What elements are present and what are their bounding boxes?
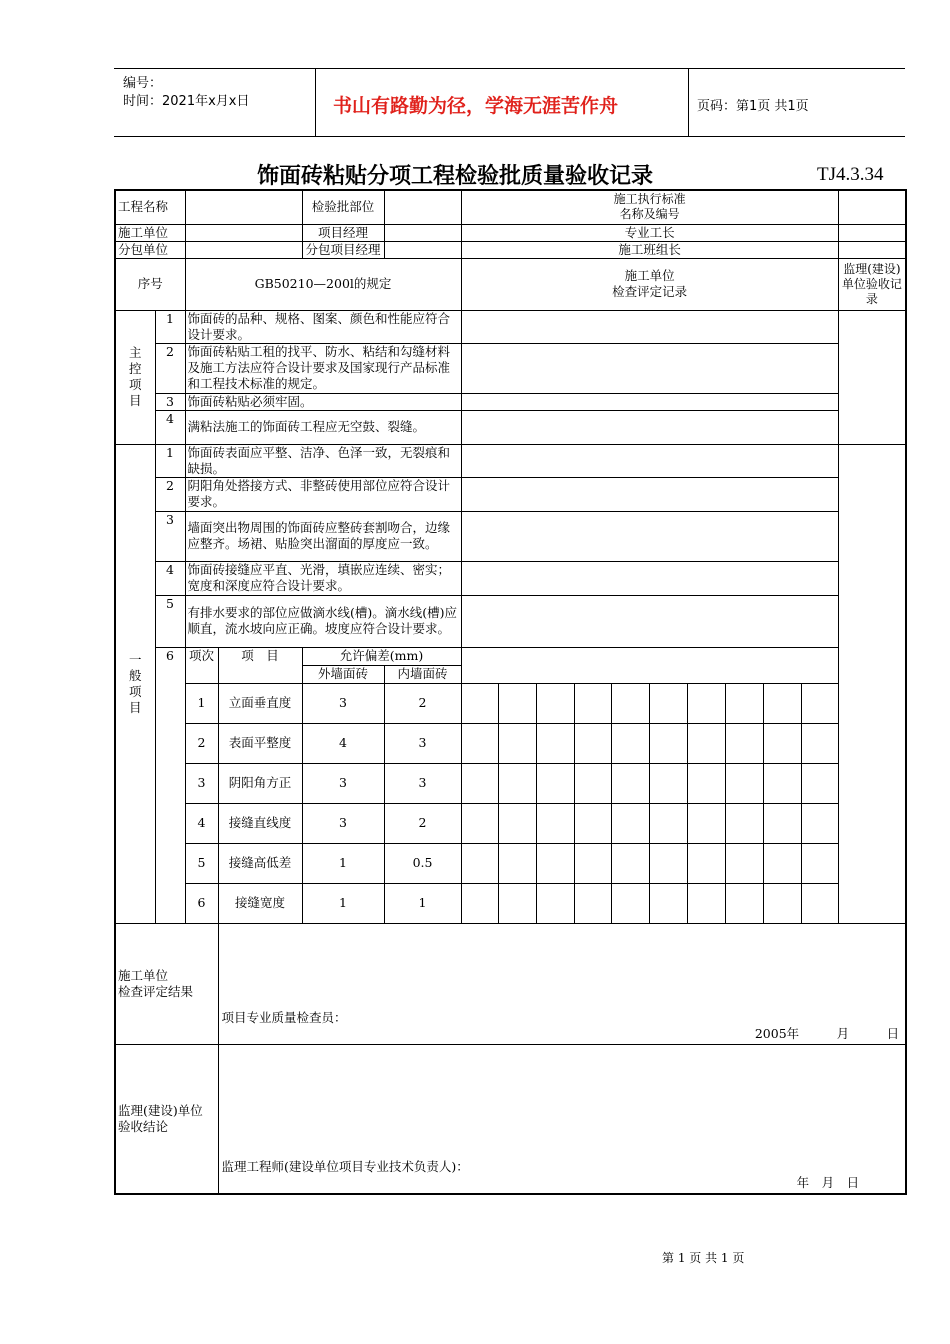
general-item-5-no: 5 — [155, 595, 185, 647]
tol-row-outer: 1 — [302, 843, 384, 883]
measure-cell[interactable] — [498, 763, 536, 803]
tol-inner-header: 内墙面砖 — [384, 665, 461, 683]
measure-cell[interactable] — [763, 723, 801, 763]
tol-row-inner: 2 — [384, 683, 461, 723]
measure-cell[interactable] — [536, 723, 574, 763]
measure-cell[interactable] — [763, 803, 801, 843]
measure-cell[interactable] — [725, 723, 763, 763]
tol-item-header: 项 目 — [218, 647, 302, 683]
measure-cell[interactable] — [611, 683, 649, 723]
document-code: TJ4.3.34 — [817, 164, 884, 185]
inspector-label: 项目专业质量检查员： — [221, 1009, 347, 1025]
measure-cell[interactable] — [611, 763, 649, 803]
measure-cell[interactable] — [536, 883, 574, 923]
measure-cell[interactable] — [536, 803, 574, 843]
tol-header-record[interactable] — [461, 647, 838, 683]
main-item-3-record[interactable] — [461, 393, 838, 410]
main-item-2-no: 2 — [155, 343, 185, 393]
tol-row-idx: 6 — [185, 883, 218, 923]
unit-result-label: 施工单位 检查评定结果 — [115, 923, 218, 1044]
measure-cell[interactable] — [801, 683, 838, 723]
sub-manager-label: 分包项目经理 — [302, 241, 384, 258]
measure-cell[interactable] — [687, 723, 725, 763]
tol-row-idx: 5 — [185, 843, 218, 883]
measure-cell[interactable] — [536, 683, 574, 723]
measure-cell[interactable] — [461, 763, 498, 803]
unit-result-area[interactable] — [218, 923, 906, 1044]
measure-cell[interactable] — [536, 763, 574, 803]
measure-cell[interactable] — [536, 843, 574, 883]
tol-row-item: 表面平整度 — [218, 723, 302, 763]
unit-result-date: 2005年 月 日 — [754, 1025, 900, 1041]
supervisor-result-date: 年 月 日 — [796, 1175, 860, 1190]
measure-cell[interactable] — [498, 723, 536, 763]
tol-row-outer: 4 — [302, 723, 384, 763]
general-item-4-record[interactable] — [461, 561, 838, 595]
sub-manager-value[interactable] — [384, 241, 461, 258]
tolerance-row — [115, 803, 906, 843]
measure-cell[interactable] — [801, 763, 838, 803]
construction-unit-value[interactable] — [185, 224, 302, 241]
measure-cell[interactable] — [574, 683, 611, 723]
document-title: 饰面砖粘贴分项工程检验批质量验收记录 — [257, 164, 654, 189]
header-divider-1 — [315, 68, 316, 136]
measure-cell[interactable] — [763, 843, 801, 883]
measure-cell[interactable] — [574, 843, 611, 883]
measure-cell[interactable] — [498, 803, 536, 843]
tol-row-outer: 3 — [302, 763, 384, 803]
general-item-1-record[interactable] — [461, 444, 838, 477]
measure-cell[interactable] — [574, 803, 611, 843]
main-items-supervisor-record[interactable] — [838, 310, 906, 444]
main-item-2-record[interactable] — [461, 343, 838, 393]
general-item-4-no: 4 — [155, 561, 185, 595]
measure-cell[interactable] — [461, 883, 498, 923]
measure-cell[interactable] — [461, 803, 498, 843]
header-page-code: 页码：第1页 共1页 — [697, 99, 809, 114]
measure-cell[interactable] — [725, 883, 763, 923]
general-item-2-record[interactable] — [461, 477, 838, 511]
measure-cell[interactable] — [801, 723, 838, 763]
header-top-rule — [114, 68, 905, 69]
tol-row-item: 接缝直线度 — [218, 803, 302, 843]
main-item-4-record[interactable] — [461, 410, 838, 444]
measure-cell[interactable] — [611, 723, 649, 763]
measure-cell[interactable] — [574, 723, 611, 763]
tol-row-outer: 3 — [302, 683, 384, 723]
main-items-label: 主控项目 — [115, 310, 155, 444]
measure-cell[interactable] — [611, 843, 649, 883]
project-manager-label: 项目经理 — [302, 224, 384, 241]
measure-cell[interactable] — [649, 763, 687, 803]
project-manager-value[interactable] — [384, 224, 461, 241]
measure-cell[interactable] — [687, 763, 725, 803]
seq-header: 序号 — [115, 258, 185, 310]
measure-cell[interactable] — [763, 763, 801, 803]
measure-cell[interactable] — [763, 683, 801, 723]
measure-cell[interactable] — [461, 723, 498, 763]
standard-label: 施工执行标准 名称及编号 — [461, 190, 838, 224]
tol-row-item: 立面垂直度 — [218, 683, 302, 723]
main-item-4-text: 满粘法施工的饰面砖工程应无空鼓、裂缝。 — [185, 410, 461, 444]
general-item-3-record[interactable] — [461, 511, 838, 561]
main-item-3-no: 3 — [155, 393, 185, 410]
main-item-1-text: 饰面砖的品种、规格、图案、颜色和性能应符合设计要求。 — [185, 310, 461, 343]
measure-cell[interactable] — [649, 883, 687, 923]
tol-row-outer: 1 — [302, 883, 384, 923]
batch-part-label: 检验批部位 — [302, 190, 384, 224]
team-leader-label: 施工班组长 — [461, 241, 838, 258]
measure-cell[interactable] — [687, 683, 725, 723]
tol-row-inner: 2 — [384, 803, 461, 843]
supervisor-record-header: 监理(建设)单位验收记录 — [838, 258, 906, 310]
team-leader-value[interactable] — [838, 241, 906, 258]
measure-cell[interactable] — [801, 843, 838, 883]
general-item-6-no: 6 — [155, 647, 185, 923]
measure-cell[interactable] — [649, 723, 687, 763]
project-name-value[interactable] — [185, 190, 302, 224]
measure-cell[interactable] — [763, 883, 801, 923]
general-item-4-text: 饰面砖接缝应平直、光滑，填嵌应连续、密实；宽度和深度应符合设计要求。 — [185, 561, 461, 595]
measure-cell[interactable] — [725, 763, 763, 803]
supervisor-result-area[interactable] — [218, 1044, 906, 1194]
tol-row-inner: 1 — [384, 883, 461, 923]
tol-row-item: 接缝宽度 — [218, 883, 302, 923]
footer-page-number: 第 1 页 共 1 页 — [662, 1251, 745, 1265]
measure-cell[interactable] — [687, 803, 725, 843]
tol-idx-header: 项次 — [185, 647, 218, 683]
foreman-label: 专业工长 — [461, 224, 838, 241]
general-item-3-no: 3 — [155, 511, 185, 561]
measure-cell[interactable] — [461, 843, 498, 883]
header-number-label: 编号： — [123, 76, 163, 91]
general-item-5-record[interactable] — [461, 595, 838, 647]
tolerance-row — [115, 763, 906, 803]
tolerance-row — [115, 683, 906, 723]
project-name-label: 工程名称 — [115, 190, 185, 224]
tol-row-item: 接缝高低差 — [218, 843, 302, 883]
subcontract-unit-value[interactable] — [185, 241, 302, 258]
measure-cell[interactable] — [687, 843, 725, 883]
measure-cell[interactable] — [649, 843, 687, 883]
measure-cell[interactable] — [725, 843, 763, 883]
general-items-label: 一般项目 — [115, 444, 155, 923]
general-item-2-no: 2 — [155, 477, 185, 511]
spec-header: GB50210—200l的规定 — [185, 258, 461, 310]
measure-cell[interactable] — [649, 803, 687, 843]
main-item-2-text: 饰面砖粘贴工租的找平、防水、粘结和勾缝材料及施工方法应符合设计要求及国家现行产品标准和工程技术标准的规定。 — [185, 343, 461, 393]
measure-cell[interactable] — [461, 683, 498, 723]
header-divider-2 — [688, 68, 689, 136]
header-motto: 书山有路勤为径，学海无涯苦作舟 — [333, 95, 619, 117]
measure-cell[interactable] — [611, 803, 649, 843]
tolerance-row — [115, 723, 906, 763]
tol-tolerance-header: 允许偏差(mm) — [302, 647, 461, 665]
measure-cell[interactable] — [801, 803, 838, 843]
subcontract-unit-label: 分包单位 — [115, 241, 185, 258]
tol-row-idx: 4 — [185, 803, 218, 843]
measure-cell[interactable] — [611, 883, 649, 923]
main-item-1-record[interactable] — [461, 310, 838, 343]
tolerance-row — [115, 843, 906, 883]
foreman-value[interactable] — [838, 224, 906, 241]
main-item-3-text: 饰面砖粘贴必须牢固。 — [185, 393, 461, 410]
measure-cell[interactable] — [498, 883, 536, 923]
header-time: 时间：2021年x月x日 — [123, 94, 250, 109]
tolerance-row — [115, 883, 906, 923]
measure-cell[interactable] — [498, 683, 536, 723]
measure-cell[interactable] — [574, 883, 611, 923]
general-item-3-text: 墙面突出物周围的饰面砖应整砖套割吻合，边缘应整齐。场裙、贴脸突出溜面的厚度应一致。 — [185, 511, 461, 561]
header-bottom-rule — [114, 136, 905, 137]
measure-cell[interactable] — [649, 683, 687, 723]
tol-outer-header: 外墙面砖 — [302, 665, 384, 683]
standard-value[interactable] — [838, 190, 906, 224]
measure-cell[interactable] — [498, 843, 536, 883]
main-item-4-no: 4 — [155, 410, 185, 444]
measure-cell[interactable] — [725, 803, 763, 843]
construction-unit-label: 施工单位 — [115, 224, 185, 241]
measure-cell[interactable] — [725, 683, 763, 723]
tol-row-idx: 2 — [185, 723, 218, 763]
general-item-2-text: 阴阳角处搭接方式、非整砖使用部位应符合设计要求。 — [185, 477, 461, 511]
engineer-label: 监理工程师(建设单位项目专业技术负责人)： — [221, 1159, 469, 1174]
tol-row-inner: 3 — [384, 763, 461, 803]
batch-part-value[interactable] — [384, 190, 461, 224]
tol-row-outer: 3 — [302, 803, 384, 843]
general-item-1-no: 1 — [155, 444, 185, 477]
inspection-form — [114, 189, 907, 1195]
unit-record-header: 施工单位 检查评定记录 — [461, 258, 838, 310]
general-item-5-text: 有排水要求的部位应做滴水线(槽)。滴水线(槽)应顺直，流水坡向应正确。坡度应符合设计要求。 — [185, 595, 461, 647]
tol-row-idx: 1 — [185, 683, 218, 723]
tol-row-inner: 3 — [384, 723, 461, 763]
measure-cell[interactable] — [687, 883, 725, 923]
measure-cell[interactable] — [801, 883, 838, 923]
supervisor-result-label: 监理(建设)单位 验收结论 — [115, 1044, 218, 1194]
tol-row-idx: 3 — [185, 763, 218, 803]
tol-row-inner: 0.5 — [384, 843, 461, 883]
general-items-supervisor-record[interactable] — [838, 444, 906, 923]
main-item-1-no: 1 — [155, 310, 185, 343]
general-item-1-text: 饰面砖表面应平整、洁净、色泽一致，无裂痕和缺损。 — [185, 444, 461, 477]
measure-cell[interactable] — [574, 763, 611, 803]
tol-row-item: 阴阳角方正 — [218, 763, 302, 803]
